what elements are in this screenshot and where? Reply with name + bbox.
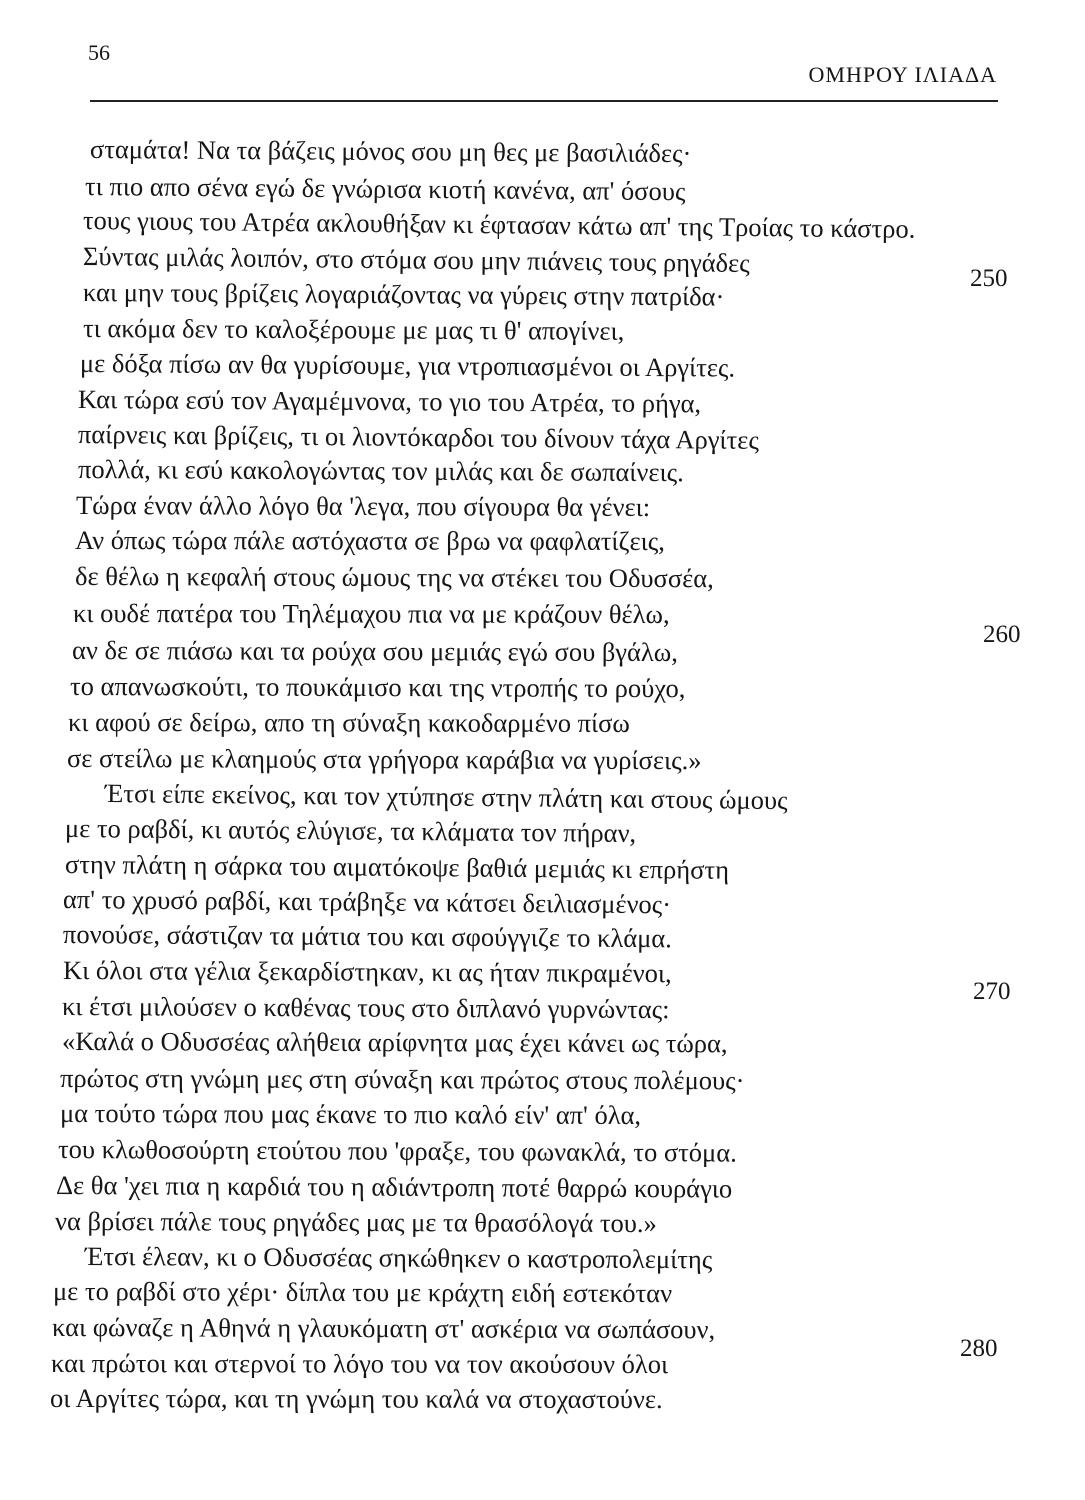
- verse-line: Κι όλοι στα γέλια ξεκαρδίστηκαν, κι ας ήταν πικραμένοι,: [62, 955, 672, 989]
- verse-line: Δε θα 'χει πια η καρδιά του η αδιάντροπη ποτέ θαρρώ κουράγιο: [55, 1170, 733, 1204]
- verse-line: Και τώρα εσύ τον Αγαμέμνονα, το γιο του Ατρέα, το ρήγα,: [77, 384, 702, 419]
- verse-line: αν δε σε πιάσω και τα ρούχα σου μεμιάς εγώ σου βγάλω,: [71, 635, 678, 668]
- verse-line: και πρώτοι και στερνοί το λόγο του να τον ακούσουν όλοι: [50, 1348, 669, 1380]
- verse-line: πολλά, κι εσύ κακολογώντας τον μιλάς και δε σωπαίνεις.: [77, 454, 684, 488]
- verse-line: το απανωσκούτι, το πουκάμισο και της ντροπής το ρούχο,: [69, 671, 686, 704]
- verse-line: πρώτος στη γνώμη μες στη σύναξη και πρώτος στους πολέμους·: [59, 1063, 745, 1096]
- line-number: 270: [973, 978, 1011, 1005]
- verse-line: τι ακόμα δεν το καλοξέρουμε με μας τι θ' απογίνει,: [82, 313, 625, 346]
- verse-line: οι Αργίτες τώρα, και τη γνώμη του καλά να στοχαστούνε.: [49, 1383, 663, 1415]
- line-number: 260: [983, 621, 1021, 648]
- verse-line: τους γιους του Ατρέα ακλουθήξαν κι έφτασαν κάτω απ' της Τροίας το κάστρο.: [82, 205, 916, 244]
- line-number: 280: [960, 1335, 998, 1362]
- verse-line: και μην τους βρίζεις λογαριάζοντας να γύρεις στην πατρίδα·: [82, 277, 725, 312]
- verse-line: απ' το χρυσό ραβδί, και τράβηξε να κάτσει δειλιασμένος·: [62, 884, 672, 920]
- verse-line: παίρνεις και βρίζεις, τι οι λιοντόκαρδοι του δίνουν τάχα Αργίτες: [77, 419, 760, 455]
- verse-line: Έτσι είπε εκείνος, και τον χτύπησε στην πλάτη και στους ώμους: [104, 778, 788, 816]
- verse-line: τι πιο απο σένα εγώ δε γνώρισα κιοτή κανένα, απ' όσους: [84, 171, 686, 207]
- verse-line: «Καλά ο Οδυσσέας αλήθεια αρίφνητα μας έχει κάνει ως τώρα,: [61, 1026, 728, 1059]
- verse-line: με το ραβδί στο χέρι· δίπλα του με κράχτη ειδή εστεκόταν: [52, 1276, 673, 1309]
- verse-line: Έτσι έλεαν, κι ο Οδυσσέας σηκώθηκεν ο καστροπολεμίτης: [84, 1241, 713, 1275]
- verse-line: και φώναζε η Αθηνά η γλαυκόματη στ' ασκέρια να σωπάσουν,: [51, 1312, 716, 1345]
- verse-line: να βρίσει πάλε τους ρηγάδες μας με τα θρασόλογά του.»: [54, 1206, 657, 1239]
- verse-line: σταμάτα! Να τα βάζεις μόνος σου μη θες με βασιλιάδες·: [89, 134, 692, 169]
- verse-line: με δόξα πίσω αν θα γυρίσουμε, για ντροπιασμένοι οι Αργίτες.: [79, 348, 736, 383]
- verse-line: Σύντας μιλάς λοιπόν, στο στόμα σου μην πιάνεις τους ρηγάδες: [82, 241, 750, 278]
- verse-line: κι έτσι μιλούσεν ο καθένας τους στο διπλανό γυρνώντας:: [61, 991, 670, 1025]
- verse-line: μα τούτο τώρα που μας έκανε το πιο καλό είν' απ' όλα,: [59, 1098, 642, 1131]
- line-number: 250: [970, 265, 1008, 292]
- verse-line: δε θέλω η κεφαλή στους ώμους της να στέκει του Οδυσσέα,: [74, 561, 714, 594]
- running-title: ΟΜΗΡΟΥ ΙΛΙΑΔΑ: [808, 62, 997, 87]
- verse-line: κι αφού σε δείρω, απο τη σύναξη κακοδαρμένο πίσω: [67, 707, 630, 738]
- verse-line: στην πλάτη η σάρκα του αιματόκοψε βαθιά μεμιάς κι επρήστη: [64, 849, 730, 885]
- verse-line: Αν όπως τώρα πάλε αστόχαστα σε βρω να φαφλατίζεις,: [74, 525, 665, 557]
- verse-line: με το ραβδί, κι αυτός ελύγισε, τα κλάματα τον πήραν,: [64, 813, 637, 848]
- verse-line: σε στείλω με κλαημούς στα γρήγορα καράβια να γυρίσεις.»: [66, 743, 702, 776]
- verse-line: κι ουδέ πατέρα του Τηλέμαχου πια να με κράζουν θέλω,: [72, 598, 670, 630]
- verse-line: Τώρα έναν άλλο λόγο θα 'λεγα, που σίγουρα θα γένει:: [75, 490, 651, 523]
- verse-line: του κλωθοσούρτη ετούτου που 'φραξε, του φωνακλά, το στόμα.: [57, 1134, 737, 1168]
- verse-line: πονούσε, σάστιζαν τα μάτια του και σφούγγιζε το κλάμα.: [62, 919, 672, 954]
- page-number: 56: [88, 40, 110, 65]
